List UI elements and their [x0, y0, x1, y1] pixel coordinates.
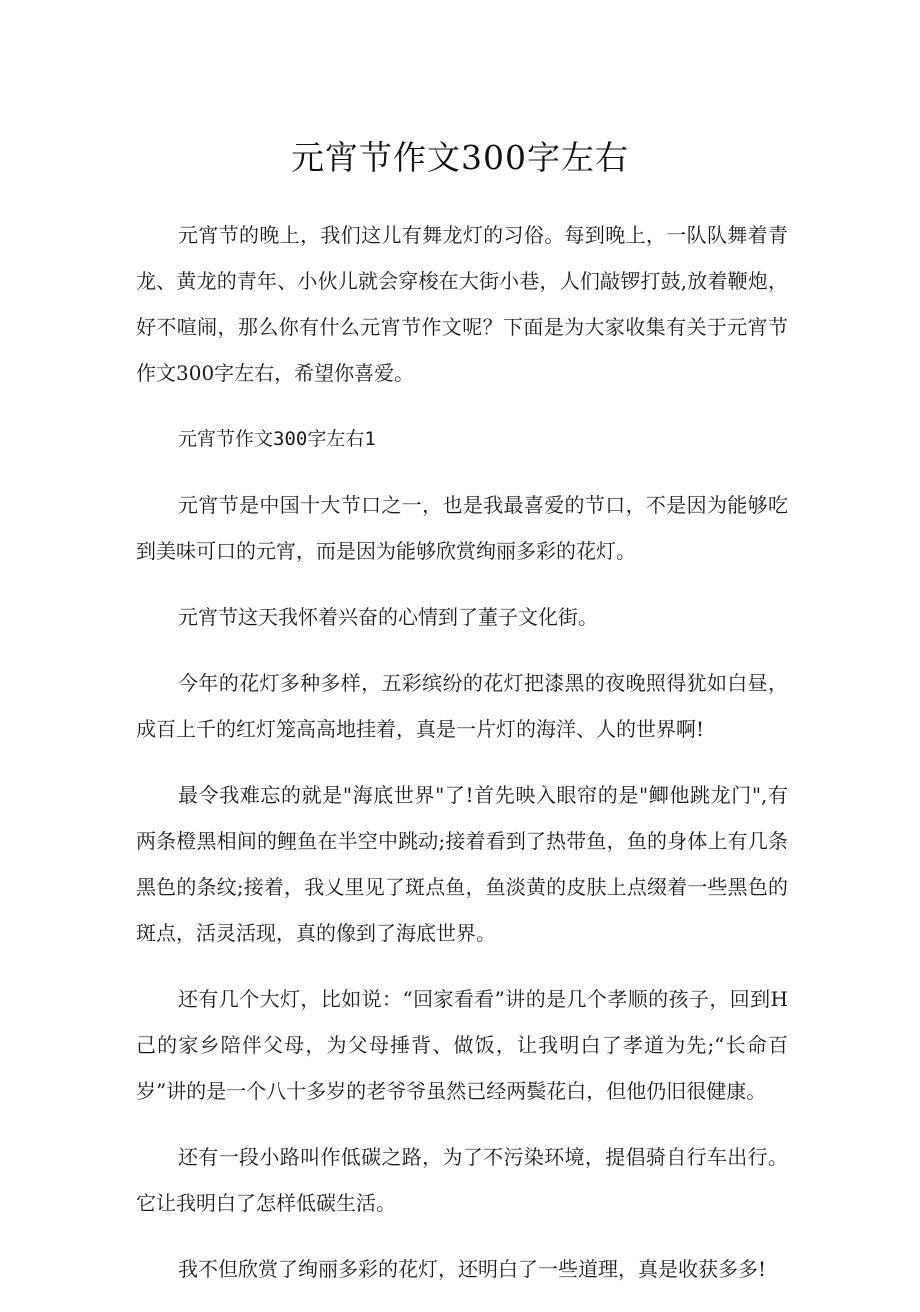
paragraph-closing: 我不但欣赏了绚丽多彩的花灯，还明白了一些道理，真是收获多多!: [178, 1257, 767, 1281]
paragraph: 元宵节这天我怀着兴奋的心情到了董子文化街。: [178, 605, 598, 629]
document-body: [136, 212, 788, 1312]
paragraph: 还有一段小路叫作低碳之路，为了不污染环境，提倡骑自行车出行。它让我明白了怎样低碳生活。: [136, 1145, 788, 1215]
essay-subheading: 元宵节作文300字左右1: [178, 428, 376, 450]
paragraph: 还有几个大灯，比如说：“回家看看”讲的是几个孝顺的孩子，回到H己的家乡陪伴父母，为父母捶背、做饭，让我明白了孝道为先;“长命百岁”讲的是一个八十多岁的老爷爷虽然已经两鬓花白，但他仍旧很健康。: [136, 987, 788, 1103]
paragraph: 元宵节是中国十大节口之一，也是我最喜爱的节口，不是因为能够吃到美味可口的元宵，而是因为能够欣赏绚丽多彩的花灯。: [136, 493, 788, 563]
paragraph: 今年的花灯多种多样，五彩缤纷的花灯把漆黑的夜晚照得犹如白昼，成百上千的红灯笼高高地挂着，真是一片灯的海洋、人的世界啊!: [136, 671, 788, 741]
document-title: 元宵节作文300字左右: [291, 138, 629, 177]
paragraph: 最令我难忘的就是"海底世界"了!首先映入眼帘的是"鲫他跳龙门",有两条橙黑相间的鲤鱼在半空中跳动;接着看到了热带鱼，鱼的身体上有几条黑色的条纹;接着，我乂里见了斑点鱼，鱼淡黄的皮肤上点缀着一些黑色的斑点，活灵活现，真的像到了海底世界。: [136, 783, 788, 945]
paragraph-intro: 元宵节的晚上，我们这儿有舞龙灯的习俗。每到晚上，一队队舞着青龙、黄龙的青年、小伙儿就会穿梭在大街小巷，人们敲锣打鼓,放着鞭炮，好不喧闹，那么你有什么元宵节作文呢？下面是为大家收集有关于元宵节作文300字左右，希望你喜爱。: [136, 223, 788, 385]
